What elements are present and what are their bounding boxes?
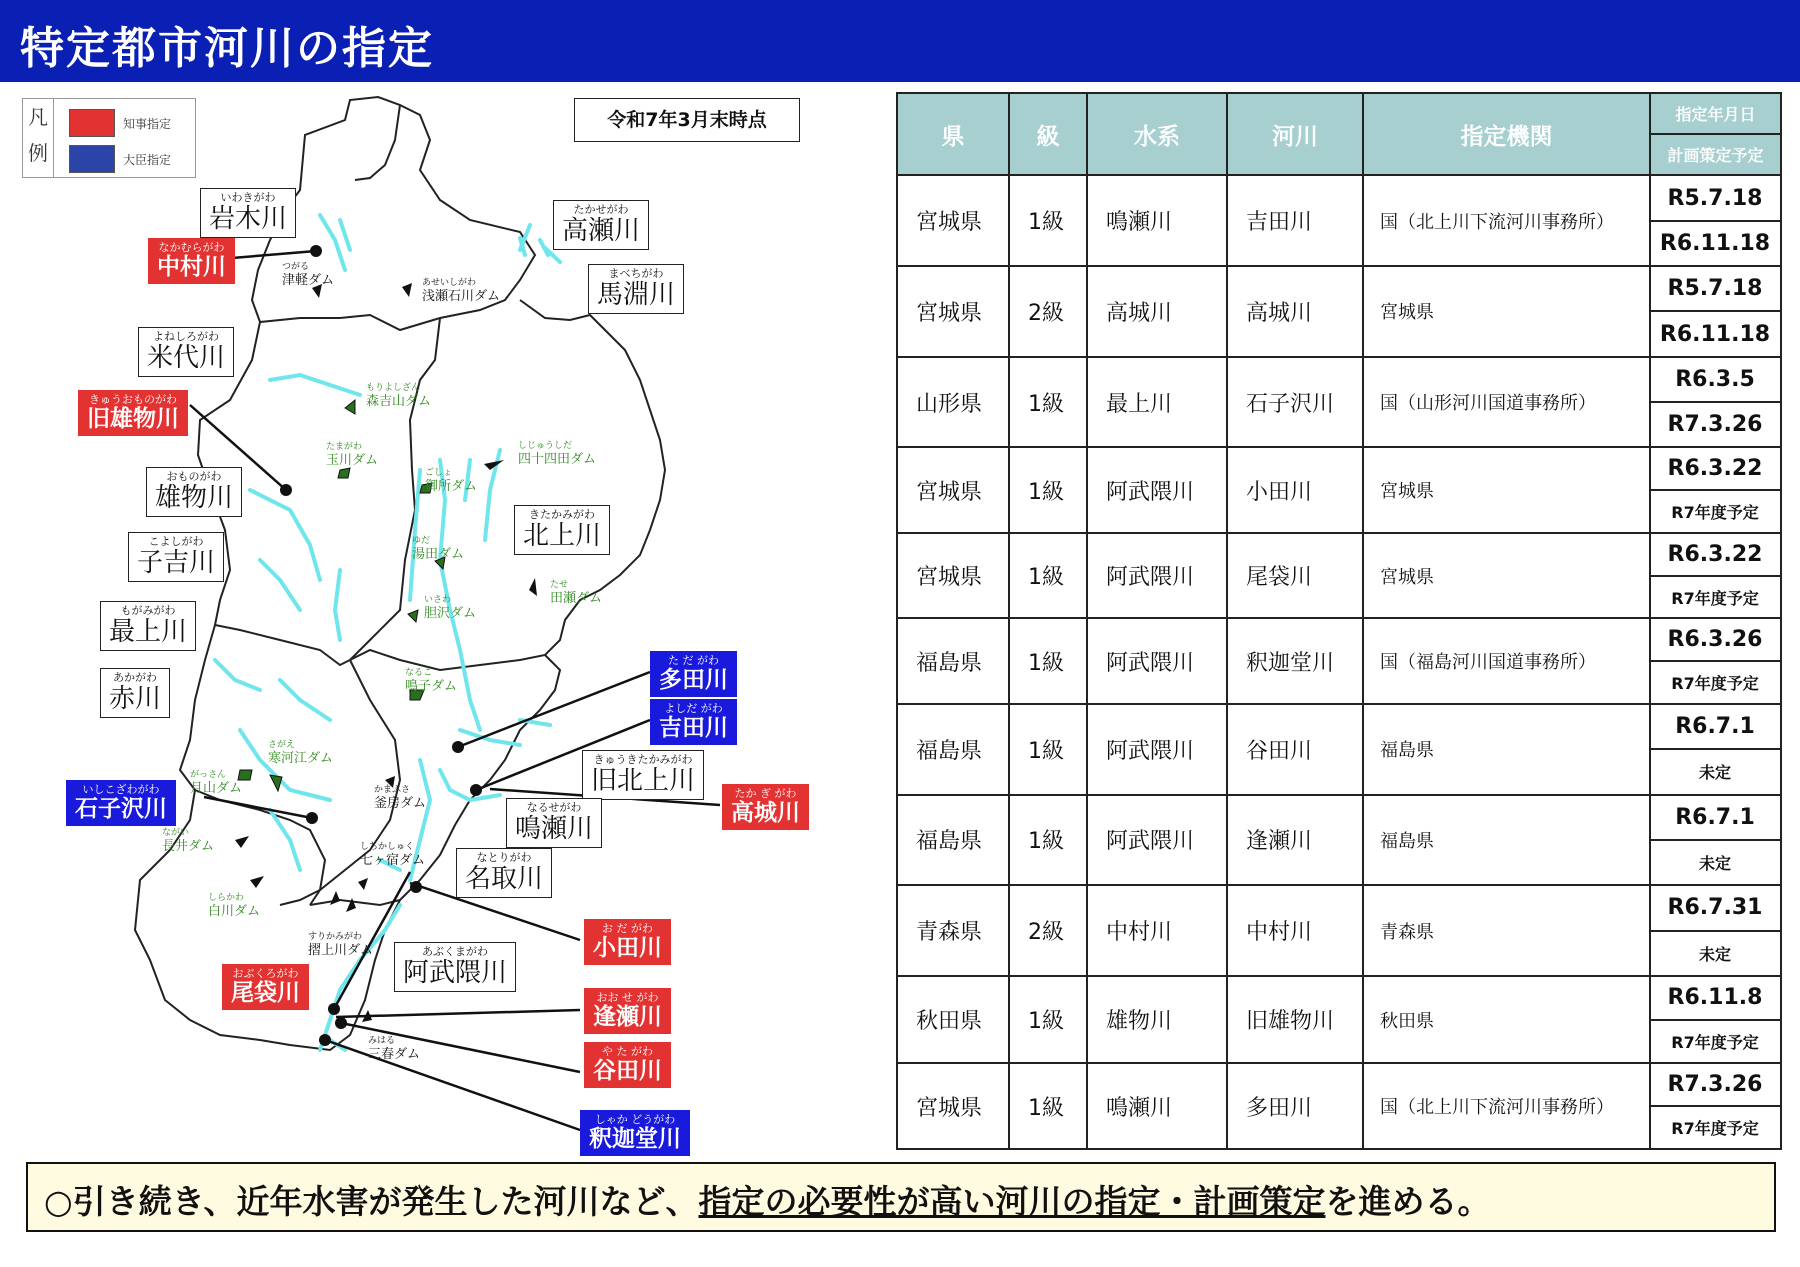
- cell-grade: 1級: [1009, 175, 1087, 266]
- river-label-koyoshi: こよしがわ 子吉川: [128, 532, 224, 582]
- dam-label-shirakawa: しらかわ 白川ダム: [208, 893, 261, 919]
- river-label-oda: お だ がわ 小田川: [584, 919, 671, 965]
- river-label-obukuro: おぶくろがわ 尾袋川: [222, 964, 309, 1010]
- cell-designated-date: R6.3.5: [1650, 357, 1781, 402]
- dam-label-tase: たせ 田瀬ダム: [550, 580, 603, 606]
- cell-designated-date: R6.7.1: [1650, 795, 1781, 840]
- dam-label-isawa: いさわ 胆沢ダム: [424, 595, 477, 621]
- river-label-mabechi: まべちがわ 馬淵川: [588, 264, 684, 314]
- as-of-date: 令和7年3月末時点: [574, 98, 800, 142]
- dam-label-gassan: がっさん 月山ダム: [190, 770, 243, 796]
- legend-swatch-minister: [69, 145, 115, 173]
- legend-heading-1: 凡: [28, 105, 48, 129]
- river-label-ose: おお せ がわ 逢瀬川: [584, 988, 671, 1034]
- cell-pref: 福島県: [897, 704, 1009, 795]
- title-bar: [0, 0, 1800, 82]
- table-row: [897, 885, 1781, 930]
- cell-designated-date: R6.11.8: [1650, 976, 1781, 1020]
- bottom-message-suffix: を進める。: [1325, 1182, 1491, 1221]
- river-label-shakado: しゃか どうがわ 釈迦堂川: [580, 1110, 690, 1156]
- cell-plan-date: 未定: [1650, 749, 1781, 794]
- table-row: [897, 266, 1781, 311]
- table-row: [897, 618, 1781, 661]
- river-label-takase: たかせがわ 高瀬川: [553, 200, 649, 250]
- river-label-tada: た だ がわ 多田川: [650, 651, 737, 697]
- cell-river: 谷田川: [1227, 704, 1363, 795]
- outline-fukushima-north: [310, 900, 400, 905]
- cell-river: 逢瀬川: [1227, 795, 1363, 886]
- river-label-ishikozawa: いしこざわがわ 石子沢川: [66, 780, 176, 826]
- cell-plan-date: R7年度予定: [1650, 1106, 1781, 1149]
- river-label-nakamura: なかむらがわ 中村川: [148, 238, 235, 284]
- river-label-abukuma: あぶくまがわ 阿武隈川: [394, 942, 516, 992]
- cell-designated-date: R6.3.22: [1650, 533, 1781, 576]
- cell-designated-date: R5.7.18: [1650, 266, 1781, 311]
- cell-plan-date: R6.11.18: [1650, 221, 1781, 266]
- cell-river: 高城川: [1227, 266, 1363, 357]
- river-label-aka: あかがわ 赤川: [100, 668, 170, 718]
- cell-grade: 1級: [1009, 533, 1087, 619]
- river-label-takagi: たか ぎ がわ 高城川: [722, 784, 809, 830]
- dam-label-naruko: なるこ 鳴子ダム: [405, 668, 458, 694]
- cell-designated-date: R6.7.1: [1650, 704, 1781, 749]
- river-label-mogami: もがみがわ 最上川: [100, 601, 196, 651]
- cell-agency: 国（北上川下流河川事務所）: [1363, 1063, 1650, 1149]
- bottom-message-underlined: 指定の必要性が高い河川の指定・計画策定: [698, 1182, 1326, 1221]
- cell-plan-date: R7年度予定: [1650, 661, 1781, 704]
- cell-agency: 宮城県: [1363, 266, 1650, 357]
- dam-label-shijushida: しじゅうしだ 四十四田ダム: [518, 441, 597, 467]
- outline-aomori-peninsula: [355, 105, 400, 180]
- cell-pref: 宮城県: [897, 533, 1009, 619]
- dam-label-tsugaru: つがる 津軽ダム: [282, 262, 335, 288]
- cell-river: 石子沢川: [1227, 357, 1363, 448]
- cell-system: 阿武隈川: [1087, 704, 1227, 795]
- river-label-omono: おものがわ 雄物川: [146, 467, 242, 517]
- header-system: 水系: [1087, 93, 1227, 175]
- cell-plan-date: 未定: [1650, 931, 1781, 976]
- cell-plan-date: R7年度予定: [1650, 1020, 1781, 1064]
- table-row: [897, 533, 1781, 576]
- cell-pref: 宮城県: [897, 1063, 1009, 1149]
- cell-grade: 1級: [1009, 976, 1087, 1064]
- river-label-kitakami: きたかみがわ 北上川: [514, 505, 610, 555]
- bottom-message-prefix: ○引き続き、近年水害が発生した河川など、: [44, 1182, 699, 1221]
- cell-grade: 2級: [1009, 885, 1087, 976]
- cell-designated-date: R5.7.18: [1650, 175, 1781, 220]
- dam-label-sagae: さがえ 寒河江ダム: [268, 740, 334, 766]
- legend-label-governor: 知事指定: [123, 117, 172, 131]
- cell-pref: 宮城県: [897, 447, 1009, 533]
- cell-designated-date: R6.3.26: [1650, 618, 1781, 661]
- cell-designated-date: R6.7.31: [1650, 885, 1781, 930]
- cell-system: 阿武隈川: [1087, 618, 1227, 704]
- cell-grade: 1級: [1009, 704, 1087, 795]
- river-label-natori: なとりがわ 名取川: [456, 848, 552, 898]
- table-row: [897, 175, 1781, 220]
- cell-grade: 1級: [1009, 618, 1087, 704]
- dam-label-nagai: ながい 長井ダム: [162, 828, 215, 854]
- cell-system: 高城川: [1087, 266, 1227, 357]
- cell-system: 鳴瀬川: [1087, 175, 1227, 266]
- dam-label-yuda: ゆだ 湯田ダム: [412, 536, 465, 562]
- legend-heading: [23, 99, 54, 177]
- river-label-yata: や た がわ 谷田川: [584, 1042, 671, 1088]
- cell-agency: 国（福島河川国道事務所）: [1363, 618, 1650, 704]
- river-label-kyu-omono: きゅうおものがわ 旧雄物川: [78, 390, 188, 436]
- cell-plan-date: R6.11.18: [1650, 311, 1781, 356]
- dam-label-tamagawa: たまがわ 玉川ダム: [326, 442, 379, 468]
- header-plan-date: 計画策定予定: [1650, 134, 1781, 175]
- dam-label-miharu: みはる 三春ダム: [368, 1036, 421, 1062]
- cell-pref: 福島県: [897, 618, 1009, 704]
- cell-river: 尾袋川: [1227, 533, 1363, 619]
- header-pref: 県: [897, 93, 1009, 175]
- cell-pref: 宮城県: [897, 266, 1009, 357]
- cell-agency: 福島県: [1363, 704, 1650, 795]
- dam-label-surikamigawa: すりかみがわ 摺上川ダム: [308, 932, 374, 958]
- cell-grade: 1級: [1009, 357, 1087, 448]
- cell-grade: 1級: [1009, 1063, 1087, 1149]
- cell-plan-date: 未定: [1650, 840, 1781, 885]
- cell-pref: 福島県: [897, 795, 1009, 886]
- legend: [22, 98, 196, 178]
- bottom-message: [44, 1176, 1490, 1223]
- cell-plan-date: R7.3.26: [1650, 402, 1781, 447]
- cell-agency: 秋田県: [1363, 976, 1650, 1064]
- cell-pref: 秋田県: [897, 976, 1009, 1064]
- river-label-iwaki: いわきがわ 岩木川: [200, 188, 296, 238]
- cell-designated-date: R7.3.26: [1650, 1063, 1781, 1106]
- cell-river: 吉田川: [1227, 175, 1363, 266]
- cell-system: 阿武隈川: [1087, 795, 1227, 886]
- page-title: 特定都市河川の指定: [20, 23, 434, 74]
- legend-swatch-governor: [69, 109, 115, 137]
- header-grade: 級: [1009, 93, 1087, 175]
- cell-system: 中村川: [1087, 885, 1227, 976]
- header-designated-date: 指定年月日: [1650, 93, 1781, 134]
- cell-agency: 国（山形河川国道事務所）: [1363, 357, 1650, 448]
- cell-system: 阿武隈川: [1087, 447, 1227, 533]
- cell-agency: 福島県: [1363, 795, 1650, 886]
- cell-plan-date: R7年度予定: [1650, 576, 1781, 619]
- cell-pref: 青森県: [897, 885, 1009, 976]
- river-label-yoneshiro: よねしろがわ 米代川: [138, 327, 234, 377]
- table-row: [897, 447, 1781, 490]
- table-header-row: [897, 93, 1781, 134]
- cell-pref: 山形県: [897, 357, 1009, 448]
- cell-pref: 宮城県: [897, 175, 1009, 266]
- cell-river: 中村川: [1227, 885, 1363, 976]
- cell-agency: 宮城県: [1363, 447, 1650, 533]
- table-row: [897, 704, 1781, 749]
- designation-table: [896, 92, 1782, 1150]
- table-row: [897, 976, 1781, 1020]
- header-agency: 指定機関: [1363, 93, 1650, 175]
- header-river: 河川: [1227, 93, 1363, 175]
- cell-river: 小田川: [1227, 447, 1363, 533]
- cell-designated-date: R6.3.22: [1650, 447, 1781, 490]
- cell-river: 釈迦堂川: [1227, 618, 1363, 704]
- cell-agency: 青森県: [1363, 885, 1650, 976]
- cell-grade: 2級: [1009, 266, 1087, 357]
- cell-agency: 国（北上川下流河川事務所）: [1363, 175, 1650, 266]
- dam-label-aseishigawa: あせいしがわ 浅瀬石川ダム: [422, 278, 501, 304]
- cell-system: 雄物川: [1087, 976, 1227, 1064]
- dam-label-kamafusa: かまふさ 釜房ダム: [374, 785, 427, 811]
- dam-label-moriyoshizan: もりよしざん 森吉山ダム: [366, 383, 432, 409]
- river-lines: [215, 215, 560, 1050]
- cell-system: 阿武隈川: [1087, 533, 1227, 619]
- legend-heading-2: 例: [28, 141, 48, 165]
- dam-label-gosho: ごしょ 御所ダム: [425, 468, 478, 494]
- legend-label-minister: 大臣指定: [123, 153, 172, 167]
- table-row: [897, 357, 1781, 402]
- table-row: [897, 795, 1781, 840]
- cell-grade: 1級: [1009, 795, 1087, 886]
- river-label-kyu-kitakami: きゅうきたかみがわ 旧北上川: [582, 750, 704, 800]
- cell-river: 旧雄物川: [1227, 976, 1363, 1064]
- bottom-message-box: [26, 1162, 1776, 1232]
- river-label-yoshida: よしだ がわ 吉田川: [650, 699, 737, 745]
- cell-plan-date: R7年度予定: [1650, 490, 1781, 533]
- cell-agency: 宮城県: [1363, 533, 1650, 619]
- cell-system: 最上川: [1087, 357, 1227, 448]
- cell-river: 多田川: [1227, 1063, 1363, 1149]
- river-label-naruse: なるせがわ 鳴瀬川: [506, 798, 602, 848]
- cell-system: 鳴瀬川: [1087, 1063, 1227, 1149]
- table-row: [897, 1063, 1781, 1106]
- cell-grade: 1級: [1009, 447, 1087, 533]
- dam-label-shichikashuku: しちかしゅく 七ヶ宿ダム: [360, 842, 426, 868]
